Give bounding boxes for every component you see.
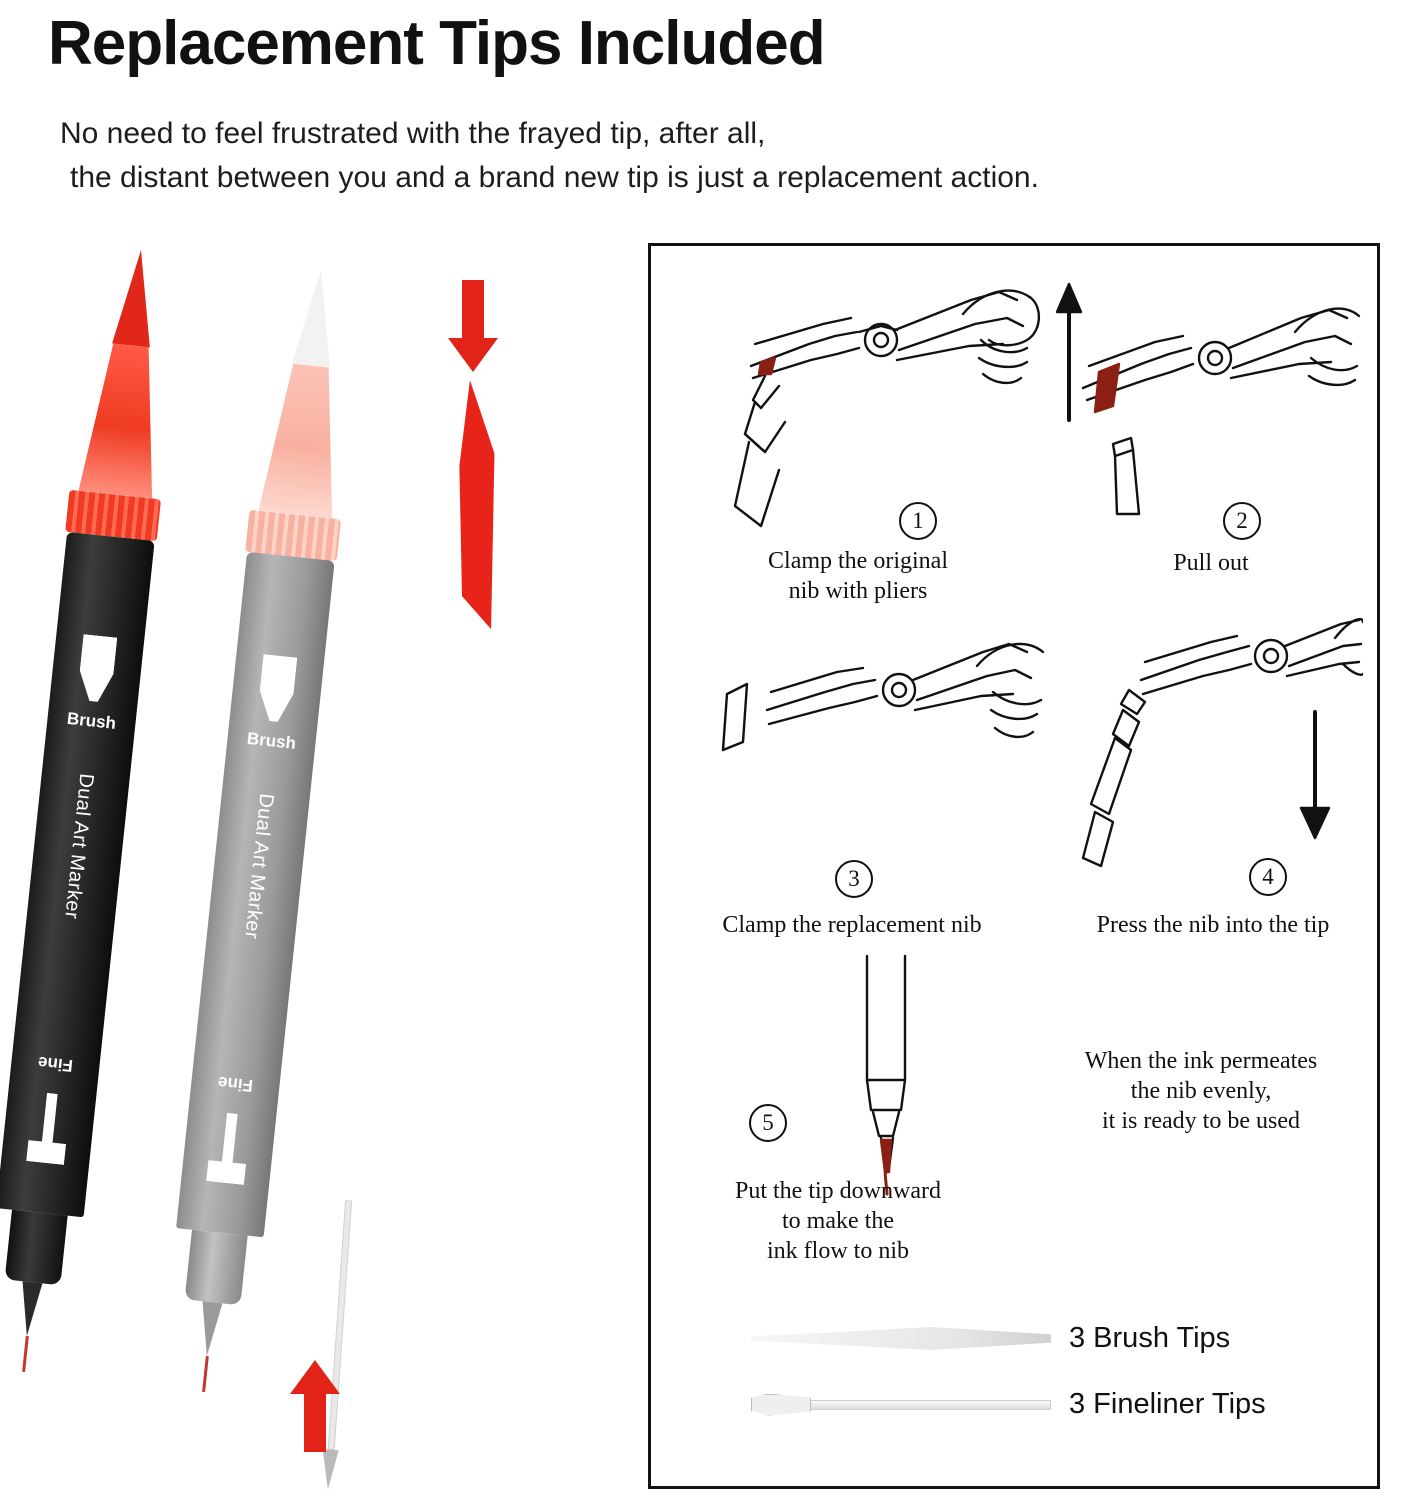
fine-symbol-icon: [206, 1111, 251, 1185]
loose-replacement-brush-nib: [443, 379, 506, 632]
brush-nib-red-icon: [112, 248, 160, 347]
page-subtitle-line2: the distant between you and a brand new tip is just a replacement action.: [70, 160, 1039, 194]
arrow-up-icon: [290, 1360, 340, 1452]
brush-symbol-icon: [257, 654, 298, 723]
marker-pen-gray: [157, 265, 366, 1396]
fineliner-point-black: [22, 1336, 29, 1372]
step-5-number: 5: [749, 1104, 787, 1142]
brush-side-label: Brush: [246, 728, 297, 753]
pen-barrel-black: [0, 532, 155, 1217]
fine-symbol-icon: [26, 1091, 71, 1165]
product-illustration: [0, 240, 640, 1500]
brush-nib-white-icon: [292, 268, 340, 367]
fine-side-label: Fine: [37, 1052, 74, 1076]
step-2-illustration: [1043, 268, 1363, 538]
ink-permeate-note: When the ink permeates the nib evenly, it is ready to be used: [1084, 1048, 1318, 1134]
step-5-caption: Put the tip downward to make the ink flow to nib: [735, 1178, 941, 1264]
fineliner-tip-black: [17, 1281, 43, 1337]
fineliner-tip-icon: [751, 1394, 1051, 1416]
fineliner-tips-label: 3 Fineliner Tips: [1069, 1388, 1266, 1420]
fine-side-label: Fine: [217, 1072, 254, 1096]
instructions-panel: [648, 243, 1380, 1489]
step-4-caption: Press the nib into the tip: [1096, 912, 1330, 938]
included-brush-tips-row: [751, 1322, 1230, 1355]
step-2-caption: Pull out: [1173, 550, 1249, 576]
step-3-number: 3: [835, 860, 873, 898]
fineliner-tip-gray: [197, 1301, 223, 1357]
arrow-down-icon: [448, 280, 498, 372]
page-title: Replacement Tips Included: [48, 9, 825, 78]
brush-side-label: Brush: [66, 708, 117, 733]
step-2-number: 2: [1223, 502, 1261, 540]
page-subtitle: [60, 112, 1380, 199]
pen-brand-label: Dual Art Marker: [240, 792, 278, 941]
marker-pen-black: [0, 245, 187, 1376]
step-5-illustration: [809, 950, 989, 1200]
step-3-illustration: [713, 638, 1053, 878]
step-1-illustration: [731, 274, 1051, 534]
pen-cone-red: [78, 342, 167, 499]
rod-tip: [320, 1449, 339, 1490]
step-4-number: 4: [1249, 858, 1287, 896]
pen-brand-label: Dual Art Marker: [60, 772, 98, 921]
fineliner-point-gray: [202, 1356, 209, 1392]
step-1-caption: Clamp the original nib with pliers: [768, 548, 948, 604]
step-1-number: 1: [899, 502, 937, 540]
included-fineliner-tips-row: [751, 1388, 1266, 1421]
step-4-illustration: [1043, 616, 1363, 876]
brush-tip-icon: [751, 1326, 1051, 1352]
page-subtitle-line1: No need to feel frustrated with the frayed tip, after all,: [60, 117, 766, 150]
brush-symbol-icon: [77, 634, 118, 703]
pen-cone-pink: [258, 362, 347, 519]
brush-tips-label: 3 Brush Tips: [1069, 1322, 1231, 1354]
pen-tail-gray: [185, 1230, 248, 1305]
pen-tail-black: [5, 1210, 68, 1285]
step-3-caption: Clamp the replacement nib: [722, 912, 982, 938]
pen-barrel-gray: [176, 552, 335, 1237]
